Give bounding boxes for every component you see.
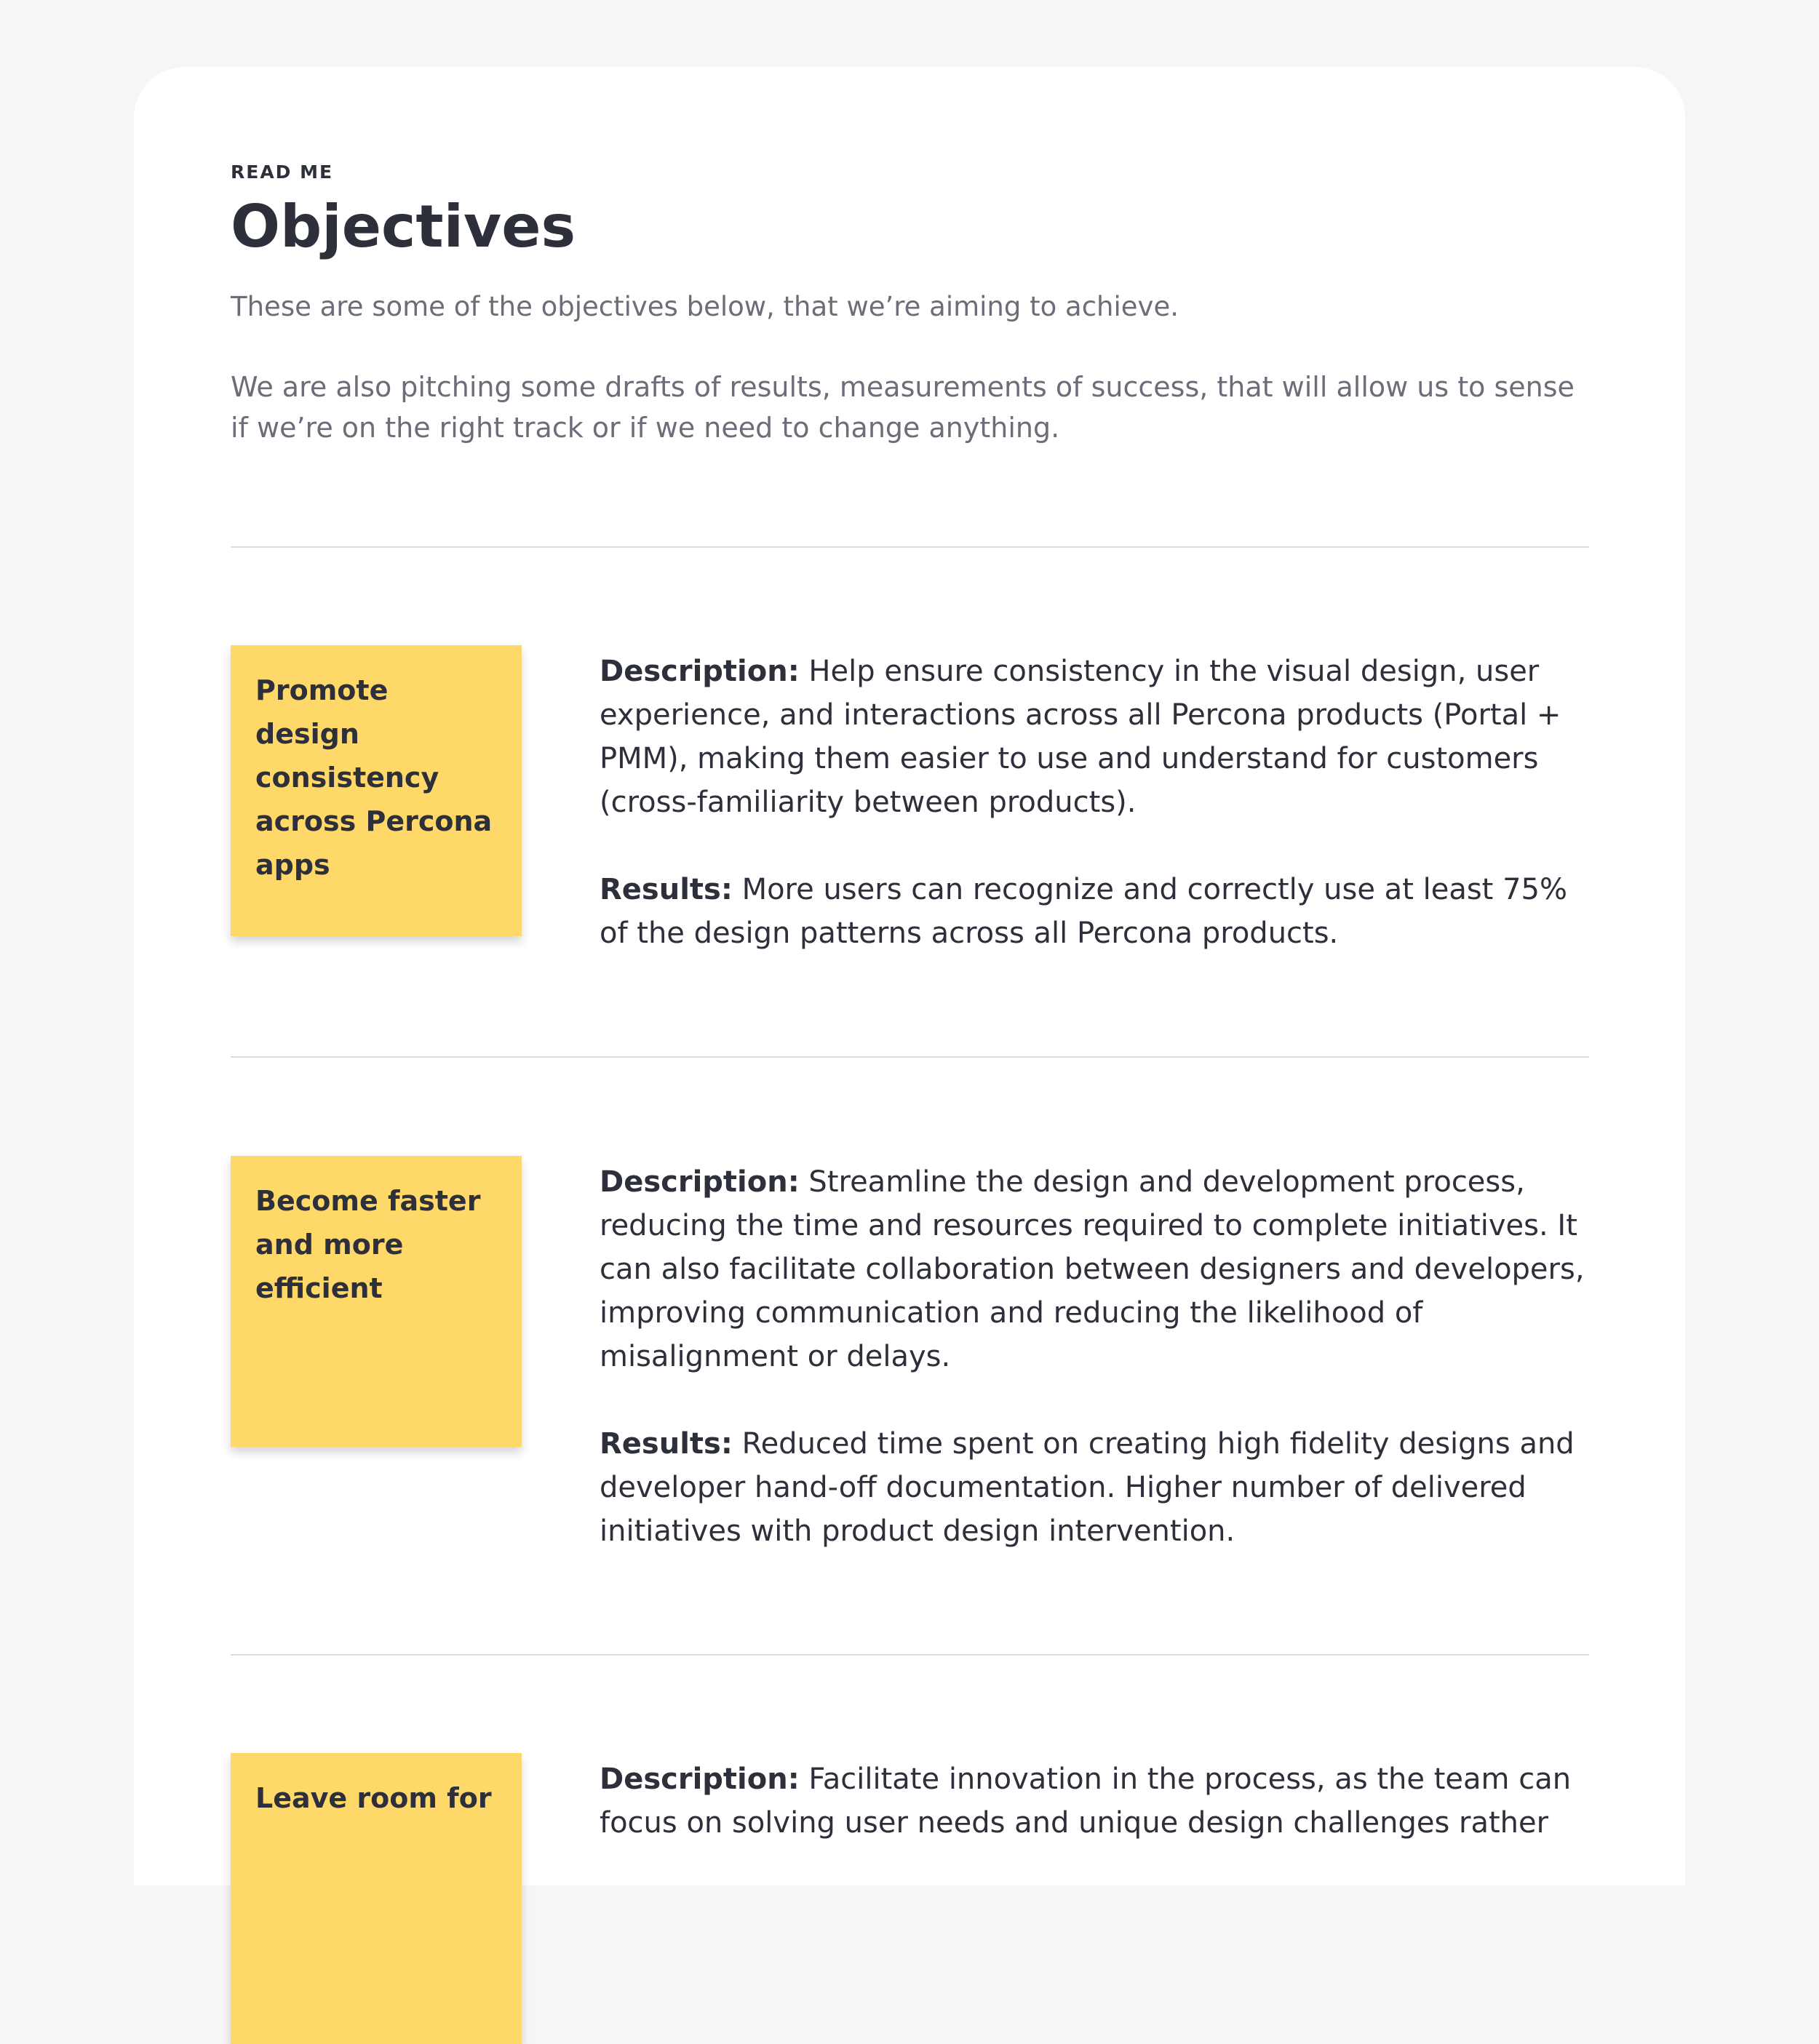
results-label: Results: (600, 1427, 733, 1461)
section-divider (231, 546, 1589, 548)
objective-3-description (600, 1757, 1604, 1845)
results-label: Results: (600, 873, 733, 906)
results-text: More users can recognize and correctly use at least 75% of the design patterns across all Percona products. (600, 873, 1567, 950)
readme-card (134, 67, 1685, 1885)
objective-1-description (600, 650, 1604, 824)
intro-paragraph-1: These are some of the objectives below, that we’re aiming to achieve. (231, 291, 1179, 322)
sticky-note-objective-2: Become faster and more efficient (231, 1156, 522, 1447)
results-text: Reduced time spent on creating high fidelity designs and developer hand-off documentation. Higher number of delivered initiatives with product design intervention. (600, 1427, 1575, 1548)
objective-1-results (600, 868, 1604, 955)
section-divider (231, 1056, 1589, 1058)
description-label: Description: (600, 655, 800, 688)
intro-paragraph-2: We are also pitching some drafts of results, measurements of success, that will allow us to sense if we’re on the right track or if we need to change anything. (231, 371, 1575, 444)
eyebrow-label: READ ME (231, 161, 334, 183)
objective-3-details (600, 1757, 1604, 1888)
objective-2-details (600, 1160, 1604, 1597)
description-text: Streamline the design and development process, reducing the time and resources required to complete initiatives. It can also facilitate collaboration between designers and developers, improving communication and reducing the likelihood of misalignment or delays. (600, 1165, 1585, 1373)
description-text: Facilitate innovation in the process, as the team can focus on solving user needs and unique design challenges rather (600, 1762, 1572, 1840)
description-label: Description: (600, 1165, 800, 1199)
sticky-note-objective-3: Leave room for (231, 1753, 522, 2044)
objective-2-results (600, 1422, 1604, 1553)
sticky-note-objective-1: Promote design consistency across Percona apps (231, 645, 522, 936)
objective-2-description (600, 1160, 1604, 1378)
objective-1-details (600, 650, 1604, 999)
description-text: Help ensure consistency in the visual design, user experience, and interactions across all Percona products (Portal + PMM), making them easier to use and understand for customers (cross-familiarity between products). (600, 655, 1561, 819)
page-title: Objectives (231, 193, 576, 260)
description-label: Description: (600, 1762, 800, 1796)
section-divider (231, 1654, 1589, 1656)
